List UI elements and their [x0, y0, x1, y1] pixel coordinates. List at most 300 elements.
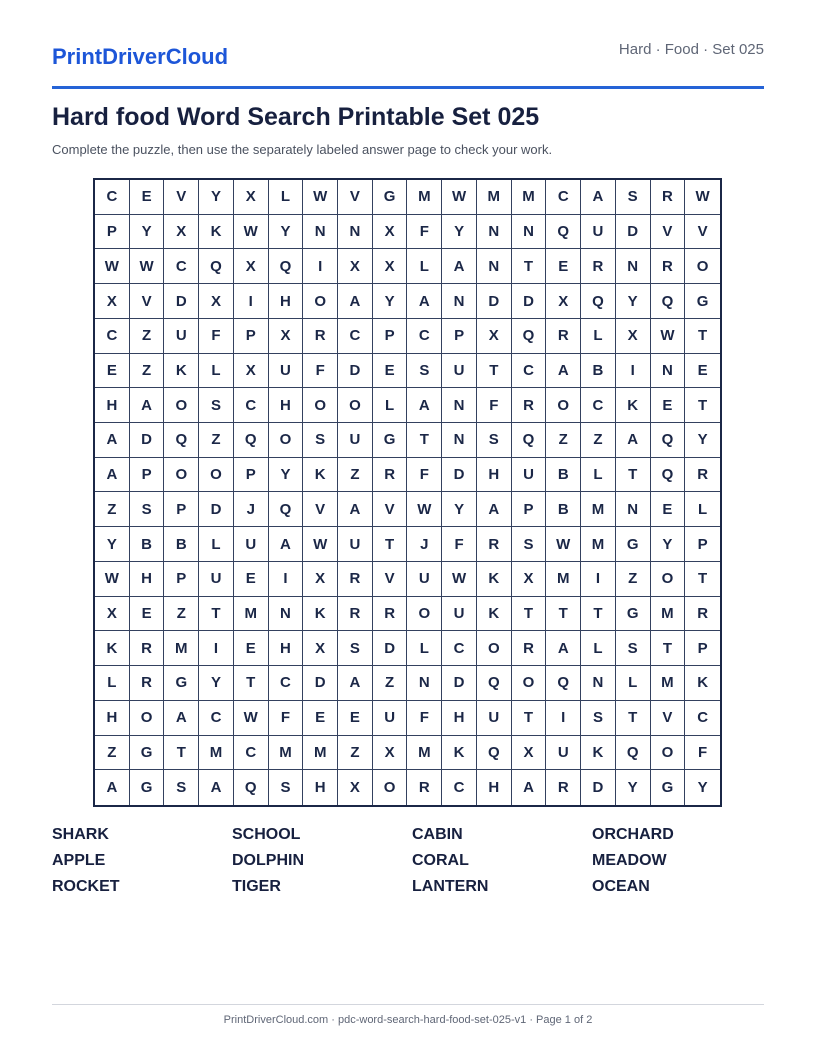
grid-cell[interactable]: E	[234, 562, 269, 597]
grid-cell[interactable]: W	[95, 249, 130, 284]
grid-cell[interactable]: I	[269, 562, 304, 597]
grid-cell[interactable]: T	[685, 319, 720, 354]
grid-cell[interactable]: S	[164, 770, 199, 805]
grid-cell[interactable]: E	[130, 597, 165, 632]
grid-cell[interactable]: W	[234, 701, 269, 736]
grid-cell[interactable]: S	[269, 770, 304, 805]
grid-cell[interactable]: X	[95, 597, 130, 632]
grid-cell[interactable]: C	[442, 631, 477, 666]
grid-cell[interactable]: A	[95, 423, 130, 458]
grid-cell[interactable]: X	[164, 215, 199, 250]
grid-cell[interactable]: L	[407, 249, 442, 284]
grid-cell[interactable]: O	[512, 666, 547, 701]
grid-cell[interactable]: I	[546, 701, 581, 736]
grid-cell[interactable]: G	[616, 527, 651, 562]
grid-cell[interactable]: S	[477, 423, 512, 458]
grid-cell[interactable]: R	[512, 631, 547, 666]
grid-cell[interactable]: Z	[164, 597, 199, 632]
grid-cell[interactable]: W	[442, 180, 477, 215]
grid-cell[interactable]: D	[442, 458, 477, 493]
grid-cell[interactable]: T	[164, 736, 199, 771]
grid-cell[interactable]: T	[512, 597, 547, 632]
grid-cell[interactable]: H	[95, 701, 130, 736]
grid-cell[interactable]: E	[546, 249, 581, 284]
grid-cell[interactable]: Y	[269, 458, 304, 493]
grid-cell[interactable]: F	[303, 354, 338, 389]
grid-cell[interactable]: K	[477, 597, 512, 632]
grid-cell[interactable]: D	[373, 631, 408, 666]
grid-cell[interactable]: H	[477, 770, 512, 805]
grid-cell[interactable]: R	[130, 666, 165, 701]
grid-cell[interactable]: A	[130, 388, 165, 423]
grid-cell[interactable]: M	[581, 492, 616, 527]
grid-cell[interactable]: D	[477, 284, 512, 319]
grid-cell[interactable]: R	[651, 180, 686, 215]
grid-cell[interactable]: D	[130, 423, 165, 458]
grid-cell[interactable]: A	[616, 423, 651, 458]
grid-cell[interactable]: U	[546, 736, 581, 771]
grid-cell[interactable]: C	[269, 666, 304, 701]
grid-cell[interactable]: R	[546, 319, 581, 354]
grid-cell[interactable]: E	[234, 631, 269, 666]
grid-cell[interactable]: Q	[164, 423, 199, 458]
grid-cell[interactable]: E	[95, 354, 130, 389]
grid-cell[interactable]: G	[373, 423, 408, 458]
grid-cell[interactable]: Y	[442, 215, 477, 250]
grid-cell[interactable]: L	[407, 631, 442, 666]
grid-cell[interactable]: E	[373, 354, 408, 389]
grid-cell[interactable]: H	[303, 770, 338, 805]
grid-cell[interactable]: O	[303, 388, 338, 423]
grid-cell[interactable]: L	[581, 319, 616, 354]
grid-cell[interactable]: T	[477, 354, 512, 389]
grid-cell[interactable]: E	[130, 180, 165, 215]
grid-cell[interactable]: P	[234, 458, 269, 493]
grid-cell[interactable]: C	[512, 354, 547, 389]
grid-cell[interactable]: B	[164, 527, 199, 562]
grid-cell[interactable]: O	[164, 458, 199, 493]
grid-cell[interactable]: H	[269, 388, 304, 423]
grid-cell[interactable]: B	[581, 354, 616, 389]
grid-cell[interactable]: O	[685, 249, 720, 284]
grid-cell[interactable]: N	[442, 423, 477, 458]
grid-cell[interactable]: R	[685, 597, 720, 632]
grid-cell[interactable]: X	[512, 562, 547, 597]
grid-cell[interactable]: D	[581, 770, 616, 805]
grid-cell[interactable]: A	[338, 492, 373, 527]
grid-cell[interactable]: M	[303, 736, 338, 771]
grid-cell[interactable]: N	[442, 388, 477, 423]
grid-cell[interactable]: G	[373, 180, 408, 215]
grid-cell[interactable]: M	[407, 736, 442, 771]
grid-cell[interactable]: X	[199, 284, 234, 319]
grid-cell[interactable]: L	[373, 388, 408, 423]
grid-cell[interactable]: R	[407, 770, 442, 805]
grid-cell[interactable]: T	[685, 562, 720, 597]
grid-cell[interactable]: M	[651, 597, 686, 632]
grid-cell[interactable]: C	[581, 388, 616, 423]
grid-cell[interactable]: D	[512, 284, 547, 319]
grid-cell[interactable]: R	[512, 388, 547, 423]
grid-cell[interactable]: Y	[616, 284, 651, 319]
grid-cell[interactable]: M	[407, 180, 442, 215]
grid-cell[interactable]: R	[303, 319, 338, 354]
grid-cell[interactable]: P	[95, 215, 130, 250]
grid-cell[interactable]: Y	[269, 215, 304, 250]
grid-cell[interactable]: Z	[338, 458, 373, 493]
grid-cell[interactable]: K	[199, 215, 234, 250]
grid-cell[interactable]: C	[546, 180, 581, 215]
grid-cell[interactable]: M	[164, 631, 199, 666]
grid-cell[interactable]: S	[616, 631, 651, 666]
grid-cell[interactable]: T	[616, 701, 651, 736]
grid-cell[interactable]: Q	[269, 492, 304, 527]
grid-cell[interactable]: M	[512, 180, 547, 215]
grid-cell[interactable]: C	[685, 701, 720, 736]
grid-cell[interactable]: H	[269, 631, 304, 666]
grid-cell[interactable]: K	[303, 458, 338, 493]
grid-cell[interactable]: A	[442, 249, 477, 284]
grid-cell[interactable]: V	[130, 284, 165, 319]
grid-cell[interactable]: P	[373, 319, 408, 354]
grid-cell[interactable]: N	[651, 354, 686, 389]
grid-cell[interactable]: F	[407, 215, 442, 250]
grid-cell[interactable]: U	[581, 215, 616, 250]
grid-cell[interactable]: A	[546, 354, 581, 389]
grid-cell[interactable]: X	[303, 562, 338, 597]
grid-cell[interactable]: G	[130, 736, 165, 771]
grid-cell[interactable]: W	[442, 562, 477, 597]
grid-cell[interactable]: A	[512, 770, 547, 805]
grid-cell[interactable]: O	[199, 458, 234, 493]
grid-cell[interactable]: R	[338, 597, 373, 632]
grid-cell[interactable]: V	[373, 562, 408, 597]
grid-cell[interactable]: Q	[616, 736, 651, 771]
grid-cell[interactable]: Q	[477, 736, 512, 771]
grid-cell[interactable]: Y	[616, 770, 651, 805]
grid-cell[interactable]: Q	[651, 423, 686, 458]
grid-cell[interactable]: M	[269, 736, 304, 771]
grid-cell[interactable]: P	[685, 631, 720, 666]
grid-cell[interactable]: U	[269, 354, 304, 389]
grid-cell[interactable]: O	[338, 388, 373, 423]
grid-cell[interactable]: R	[477, 527, 512, 562]
grid-cell[interactable]: U	[442, 597, 477, 632]
grid-cell[interactable]: Y	[199, 180, 234, 215]
grid-cell[interactable]: O	[651, 562, 686, 597]
grid-cell[interactable]: L	[199, 527, 234, 562]
grid-cell[interactable]: W	[303, 180, 338, 215]
grid-cell[interactable]: Y	[95, 527, 130, 562]
grid-cell[interactable]: D	[199, 492, 234, 527]
grid-cell[interactable]: W	[685, 180, 720, 215]
grid-cell[interactable]: X	[234, 249, 269, 284]
grid-cell[interactable]: S	[512, 527, 547, 562]
grid-cell[interactable]: U	[164, 319, 199, 354]
grid-cell[interactable]: F	[269, 701, 304, 736]
grid-cell[interactable]: O	[546, 388, 581, 423]
grid-cell[interactable]: Y	[685, 423, 720, 458]
grid-cell[interactable]: T	[199, 597, 234, 632]
grid-cell[interactable]: R	[581, 249, 616, 284]
grid-cell[interactable]: H	[442, 701, 477, 736]
grid-cell[interactable]: X	[373, 215, 408, 250]
grid-cell[interactable]: I	[616, 354, 651, 389]
grid-cell[interactable]: Y	[442, 492, 477, 527]
grid-cell[interactable]: V	[164, 180, 199, 215]
grid-cell[interactable]: N	[338, 215, 373, 250]
grid-cell[interactable]: B	[546, 458, 581, 493]
grid-cell[interactable]: L	[199, 354, 234, 389]
grid-cell[interactable]: U	[512, 458, 547, 493]
grid-cell[interactable]: S	[303, 423, 338, 458]
grid-cell[interactable]: Q	[269, 249, 304, 284]
grid-cell[interactable]: V	[338, 180, 373, 215]
grid-cell[interactable]: A	[338, 284, 373, 319]
grid-cell[interactable]: A	[477, 492, 512, 527]
grid-cell[interactable]: A	[199, 770, 234, 805]
grid-cell[interactable]: O	[651, 736, 686, 771]
grid-cell[interactable]: K	[164, 354, 199, 389]
grid-cell[interactable]: G	[685, 284, 720, 319]
grid-cell[interactable]: Y	[130, 215, 165, 250]
grid-cell[interactable]: X	[338, 770, 373, 805]
grid-cell[interactable]: X	[512, 736, 547, 771]
grid-cell[interactable]: W	[407, 492, 442, 527]
grid-cell[interactable]: Q	[234, 423, 269, 458]
grid-cell[interactable]: X	[95, 284, 130, 319]
grid-cell[interactable]: L	[685, 492, 720, 527]
grid-cell[interactable]: C	[199, 701, 234, 736]
grid-cell[interactable]: L	[581, 631, 616, 666]
grid-cell[interactable]: R	[338, 562, 373, 597]
grid-cell[interactable]: P	[685, 527, 720, 562]
grid-cell[interactable]: H	[269, 284, 304, 319]
grid-cell[interactable]: O	[130, 701, 165, 736]
grid-cell[interactable]: T	[512, 249, 547, 284]
grid-cell[interactable]: F	[477, 388, 512, 423]
grid-cell[interactable]: Z	[581, 423, 616, 458]
grid-cell[interactable]: Q	[234, 770, 269, 805]
grid-cell[interactable]: W	[130, 249, 165, 284]
grid-cell[interactable]: P	[234, 319, 269, 354]
grid-cell[interactable]: T	[581, 597, 616, 632]
grid-cell[interactable]: K	[581, 736, 616, 771]
grid-cell[interactable]: F	[407, 458, 442, 493]
grid-cell[interactable]: I	[581, 562, 616, 597]
grid-cell[interactable]: D	[442, 666, 477, 701]
grid-cell[interactable]: X	[303, 631, 338, 666]
grid-cell[interactable]: W	[234, 215, 269, 250]
grid-cell[interactable]: Y	[373, 284, 408, 319]
grid-cell[interactable]: A	[581, 180, 616, 215]
grid-cell[interactable]: S	[407, 354, 442, 389]
grid-cell[interactable]: N	[407, 666, 442, 701]
grid-cell[interactable]: N	[616, 492, 651, 527]
grid-cell[interactable]: R	[130, 631, 165, 666]
grid-cell[interactable]: Z	[546, 423, 581, 458]
grid-cell[interactable]: F	[685, 736, 720, 771]
grid-cell[interactable]: O	[303, 284, 338, 319]
grid-cell[interactable]: Z	[199, 423, 234, 458]
grid-cell[interactable]: P	[442, 319, 477, 354]
grid-cell[interactable]: Z	[95, 736, 130, 771]
grid-cell[interactable]: A	[407, 388, 442, 423]
grid-cell[interactable]: L	[95, 666, 130, 701]
grid-cell[interactable]: Z	[338, 736, 373, 771]
grid-cell[interactable]: W	[651, 319, 686, 354]
grid-cell[interactable]: I	[303, 249, 338, 284]
grid-cell[interactable]: X	[234, 180, 269, 215]
grid-cell[interactable]: B	[546, 492, 581, 527]
grid-cell[interactable]: K	[303, 597, 338, 632]
grid-cell[interactable]: Z	[130, 319, 165, 354]
grid-cell[interactable]: N	[269, 597, 304, 632]
grid-cell[interactable]: K	[616, 388, 651, 423]
grid-cell[interactable]: S	[199, 388, 234, 423]
grid-cell[interactable]: R	[373, 458, 408, 493]
grid-cell[interactable]: A	[338, 666, 373, 701]
grid-cell[interactable]: H	[477, 458, 512, 493]
grid-cell[interactable]: E	[651, 388, 686, 423]
grid-cell[interactable]: K	[477, 562, 512, 597]
grid-cell[interactable]: C	[95, 319, 130, 354]
grid-cell[interactable]: S	[338, 631, 373, 666]
grid-cell[interactable]: N	[616, 249, 651, 284]
grid-cell[interactable]: Y	[697, 779, 708, 797]
grid-cell[interactable]: G	[616, 597, 651, 632]
grid-cell[interactable]: O	[407, 597, 442, 632]
grid-cell[interactable]: U	[199, 562, 234, 597]
grid-cell[interactable]: O	[269, 423, 304, 458]
grid-cell[interactable]: R	[651, 249, 686, 284]
grid-cell[interactable]: J	[234, 492, 269, 527]
grid-cell[interactable]: N	[581, 666, 616, 701]
grid-cell[interactable]: R	[546, 770, 581, 805]
grid-cell[interactable]: L	[616, 666, 651, 701]
grid-cell[interactable]: K	[95, 631, 130, 666]
grid-cell[interactable]: B	[130, 527, 165, 562]
grid-cell[interactable]: M	[581, 527, 616, 562]
grid-cell[interactable]: Z	[95, 492, 130, 527]
grid-cell[interactable]: N	[303, 215, 338, 250]
grid-cell[interactable]: M	[477, 180, 512, 215]
grid-cell[interactable]: X	[338, 249, 373, 284]
grid-cell[interactable]: J	[407, 527, 442, 562]
grid-cell[interactable]: G	[164, 666, 199, 701]
grid-cell[interactable]: F	[442, 527, 477, 562]
grid-cell[interactable]: K	[685, 666, 720, 701]
grid-cell[interactable]: V	[685, 215, 720, 250]
grid-cell[interactable]: M	[546, 562, 581, 597]
grid-cell[interactable]: R	[685, 458, 720, 493]
grid-cell[interactable]: Y	[651, 527, 686, 562]
grid-cell[interactable]: V	[303, 492, 338, 527]
grid-cell[interactable]: P	[164, 492, 199, 527]
grid-cell[interactable]: V	[373, 492, 408, 527]
grid-cell[interactable]: A	[95, 770, 130, 805]
grid-cell[interactable]: N	[512, 215, 547, 250]
grid-cell[interactable]: W	[546, 527, 581, 562]
grid-cell[interactable]: O	[477, 631, 512, 666]
grid-cell[interactable]: I	[234, 284, 269, 319]
grid-cell[interactable]: S	[581, 701, 616, 736]
grid-cell[interactable]: D	[303, 666, 338, 701]
grid-cell[interactable]: C	[164, 249, 199, 284]
grid-cell[interactable]: M	[651, 666, 686, 701]
grid-cell[interactable]: X	[546, 284, 581, 319]
grid-cell[interactable]: N	[442, 284, 477, 319]
grid-cell[interactable]: L	[269, 180, 304, 215]
grid-cell[interactable]: C	[442, 770, 477, 805]
grid-cell[interactable]: C	[338, 319, 373, 354]
grid-cell[interactable]: X	[373, 736, 408, 771]
grid-cell[interactable]: N	[477, 215, 512, 250]
grid-cell[interactable]: E	[651, 492, 686, 527]
grid-cell[interactable]: U	[477, 701, 512, 736]
grid-cell[interactable]: P	[130, 458, 165, 493]
grid-cell[interactable]: W	[303, 527, 338, 562]
grid-cell[interactable]: H	[95, 388, 130, 423]
grid-cell[interactable]: Q	[546, 215, 581, 250]
grid-cell[interactable]: X	[234, 354, 269, 389]
grid-cell[interactable]: W	[95, 562, 130, 597]
grid-cell[interactable]: T	[512, 701, 547, 736]
grid-cell[interactable]: S	[616, 180, 651, 215]
grid-cell[interactable]: F	[199, 319, 234, 354]
grid-cell[interactable]: I	[199, 631, 234, 666]
grid-cell[interactable]: P	[512, 492, 547, 527]
grid-cell[interactable]: A	[269, 527, 304, 562]
grid-cell[interactable]: X	[269, 319, 304, 354]
grid-cell[interactable]: O	[373, 770, 408, 805]
grid-cell[interactable]: O	[164, 388, 199, 423]
grid-cell[interactable]: U	[442, 354, 477, 389]
grid-cell[interactable]: V	[651, 701, 686, 736]
grid-cell[interactable]: T	[407, 423, 442, 458]
grid-cell[interactable]: T	[234, 666, 269, 701]
grid-cell[interactable]: A	[546, 631, 581, 666]
grid-cell[interactable]: T	[651, 631, 686, 666]
brand-logo[interactable]: PrintDriverCloud	[52, 44, 229, 69]
grid-cell[interactable]: Y	[199, 666, 234, 701]
grid-cell[interactable]: Z	[130, 354, 165, 389]
grid-cell[interactable]: A	[164, 701, 199, 736]
grid-cell[interactable]: C	[234, 736, 269, 771]
grid-cell[interactable]: P	[164, 562, 199, 597]
grid-cell[interactable]: H	[130, 562, 165, 597]
grid-cell[interactable]: M	[199, 736, 234, 771]
grid-cell[interactable]: E	[303, 701, 338, 736]
grid-cell[interactable]: Q	[546, 666, 581, 701]
grid-cell[interactable]: Z	[373, 666, 408, 701]
grid-cell[interactable]: D	[164, 284, 199, 319]
grid-cell[interactable]: R	[373, 597, 408, 632]
grid-cell[interactable]: D	[616, 215, 651, 250]
grid-cell[interactable]: T	[546, 597, 581, 632]
grid-cell[interactable]: A	[407, 284, 442, 319]
grid-cell[interactable]: X	[373, 249, 408, 284]
grid-cell[interactable]: U	[407, 562, 442, 597]
grid-cell[interactable]: Q	[581, 284, 616, 319]
grid-cell[interactable]: M	[234, 597, 269, 632]
grid-cell[interactable]: X	[477, 319, 512, 354]
grid-cell[interactable]: C	[95, 180, 130, 215]
grid-cell[interactable]: G	[651, 770, 686, 805]
grid-cell[interactable]: Q	[512, 319, 547, 354]
grid-cell[interactable]: C	[234, 388, 269, 423]
grid-cell[interactable]: Q	[651, 284, 686, 319]
